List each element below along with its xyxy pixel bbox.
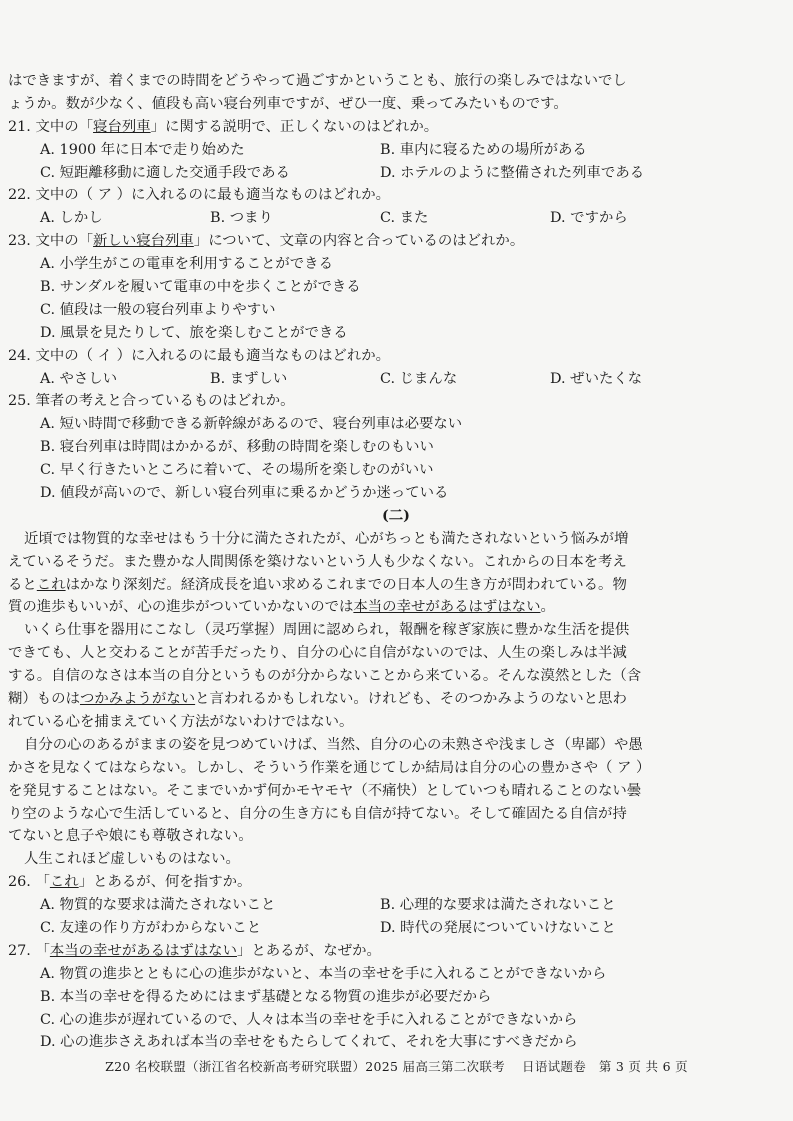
page-content (8, 70, 784, 1054)
option-d: D. 値段が高いので、新しい寝台列車に乗るかどうか迷っている (40, 485, 449, 502)
passage-line: えているそうだ。また豊かな人間関係を築けないという人も少なくない。これからの日本を考え (8, 553, 627, 570)
question-text: 」とあるが、何を指すか。 (78, 874, 252, 891)
option-c: C. じまんな (380, 370, 458, 387)
question-number: 27. (8, 942, 31, 959)
underlined-term: これ (49, 874, 79, 891)
question-22: 22. 文中の（ ア ）に入れるのに最も適当なものはどれか。 (8, 187, 390, 204)
underlined-term: これ (36, 576, 66, 593)
options-row (8, 917, 784, 940)
option-a: A. やさしい (40, 370, 118, 387)
option-d: D. 心の進歩さえあれば本当の幸せをもたらしてくれて、それを大事にすべきだから (40, 1034, 578, 1051)
option-a: A. 小学生がこの電車を利用することができる (40, 256, 333, 273)
option-a: A. 1900 年に日本で走り始めた (40, 141, 245, 158)
options-row (8, 162, 784, 185)
question-number: 21. (8, 118, 31, 135)
passage-line: り空のような心で生活していると、自分の生き方にも自信が持てない。そして確固たる自信が持 (8, 805, 627, 822)
passage-line: できても、人と交わることが苦手だったり、自分の心に自信がないのでは、人生の楽しみは半減 (8, 645, 627, 662)
question-text: 「 (35, 874, 50, 891)
passage-line: ょうか。数が少なく、値段も高い寝台列車ですが、ぜひ一度、乗ってみたいものです。 (8, 95, 568, 112)
passage-line (8, 688, 784, 711)
option-a: A. 物質的な要求は満たされないこと (40, 897, 276, 914)
section-heading: (二) (381, 506, 410, 524)
underlined-term: 本当の幸せがあるはずはない (353, 599, 541, 616)
underlined-term: つかみようがない (79, 691, 196, 708)
question-text: 文中の「 (35, 118, 94, 135)
question-text: 文中の「 (35, 233, 94, 250)
passage-line: はできますが、着くまでの時間をどうやって過ごすかということも、旅行の楽しみではないでし (8, 73, 627, 89)
underlined-term: 本当の幸せがあるはずはない (49, 942, 237, 959)
passage-line: を発見することはない。そこまでいかず何かモヤモヤ（不痛快）としていつも晴れることのない曇 (8, 782, 642, 799)
option-b: B. つまり (210, 210, 273, 227)
options-row (8, 139, 784, 162)
passage-line: れている心を捕まえていく方法がないわけではない。 (8, 713, 354, 730)
option-d: D. 時代の発展についていけないこと (380, 919, 616, 936)
question-23 (8, 230, 784, 253)
options-row (8, 894, 784, 917)
passage-line: する。自信のなさは本当の自分というものが分からないことから来ている。そんな漠然とした（含 (8, 668, 642, 685)
question-27 (8, 940, 784, 963)
question-24: 24. 文中の（ イ ）に入れるのに最も適当なものはどれか。 (8, 347, 390, 364)
passage-text: 質の進歩もいいが、心の進歩がついていかないのでは (8, 599, 354, 616)
option-b: B. まずしい (210, 370, 288, 387)
options-row (8, 207, 784, 230)
options-row (8, 368, 784, 391)
passage-line: 人生これほど虚しいものはない。 (24, 851, 240, 868)
option-c: C. 友達の作り方がわからないこと (40, 919, 262, 936)
option-d: D. ぜいたくな (550, 370, 643, 387)
option-b: B. 車内に寝るための場所がある (380, 141, 587, 158)
question-text: 」について、文章の内容と合っているのはどれか。 (193, 233, 525, 250)
option-b: B. 心理的な要求は満たされないこと (380, 897, 616, 914)
option-c: C. 値段は一般の寝台列車よりやすい (40, 301, 276, 318)
question-25: 25. 筆者の考えと合っているものはどれか。 (8, 393, 295, 410)
option-d: D. ですから (550, 210, 628, 227)
option-c: C. 心の進歩が遅れているので、人々は本当の幸せを手に入れることができないから (40, 1011, 578, 1028)
option-b: B. 本当の幸せを得るためにはまず基礎となる物質の進歩が必要だから (40, 988, 492, 1005)
passage-text: と言われるかもしれない。けれども、そのつかみようのないと思わ (195, 691, 627, 708)
question-21 (8, 116, 784, 139)
underlined-term: 新しい寝台列車 (93, 233, 194, 250)
option-a: A. 物質の進歩とともに心の進歩がないと、本当の幸せを手に入れることができないから (40, 965, 607, 982)
option-a: A. しかし (40, 210, 103, 227)
passage-line: かさを見なくてはならない。しかし、そういう作業を通じてしか結局は自分の心の豊かさや（ ア ） (8, 759, 651, 776)
option-c: C. 早く行きたいところに着いて、その場所を楽しむのがいい (40, 462, 434, 479)
option-c: C. また (380, 210, 429, 227)
option-a: A. 短い時間で移動できる新幹線があるので、寝台列車は必要ない (40, 416, 463, 433)
option-b: B. サンダルを履いて電車の中を歩くことができる (40, 279, 361, 296)
option-b: B. 寝台列車は時間はかかるが、移動の時間を楽しむのもいい (40, 439, 434, 456)
option-c: C. 短距離移動に適した交通手段である (40, 164, 290, 181)
question-number: 23. (8, 233, 31, 250)
passage-line (8, 574, 784, 597)
underlined-term: 寝台列車 (93, 118, 151, 135)
option-d: D. 風景を見たりして、旅を楽しむことができる (40, 324, 348, 341)
passage-line: 自分の心のあるがままの姿を見つめていけば、当然、自分の心の未熟さや浅ましさ（卑鄙）や愚 (24, 736, 643, 753)
passage-line: てないと息子や娘にも尊敬されない。 (8, 828, 253, 845)
passage-text: 。 (540, 599, 555, 616)
option-d: D. ホテルのように整備された列車である (380, 164, 645, 181)
passage-text: 糊）ものは (8, 691, 80, 708)
question-text: 」に関する説明で、正しくないのはどれか。 (150, 118, 439, 135)
question-26 (8, 871, 784, 894)
passage-line (8, 596, 784, 619)
passage-text: ると (8, 576, 37, 593)
passage-text: はかなり深刻だ。経済成長を追い求めるこれまでの日本人の生き方が問われている。物 (65, 576, 627, 593)
passage-line: いくら仕事を器用にこなし（灵巧掌握）周囲に認められ，報酬を稼ぎ家族に豊かな生活を提供 (24, 622, 630, 639)
question-text: 「 (35, 942, 50, 959)
question-text: 」とあるが、なぜか。 (236, 942, 381, 959)
question-number: 26. (8, 874, 31, 891)
passage-line: 近頃では物質的な幸せはもう十分に満たされたが、心がちっとも満たされないという悩みが増 (24, 530, 629, 547)
page-footer: Z20 名校联盟（浙江省名校新高考研究联盟）2025 届高三第二次联考 日语试题卷 第 3 页 共 6 页 (105, 1059, 688, 1074)
